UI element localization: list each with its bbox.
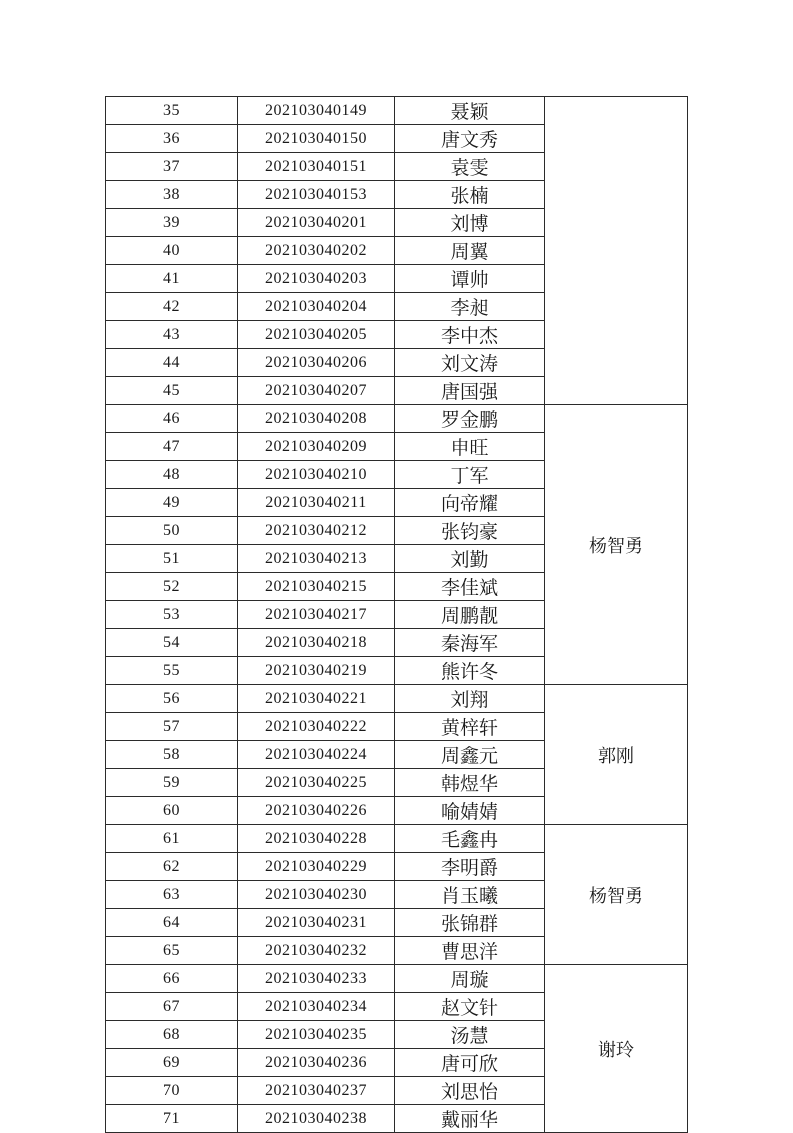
student-name-cell: 刘思怡 <box>395 1077 545 1105</box>
table-row <box>106 97 688 125</box>
student-name-cell: 申旺 <box>395 433 545 461</box>
row-number-cell: 51 <box>106 545 238 573</box>
student-id-cell: 202103040201 <box>238 209 395 237</box>
row-number-cell: 67 <box>106 993 238 1021</box>
student-name-cell: 袁雯 <box>395 153 545 181</box>
row-number-cell: 38 <box>106 181 238 209</box>
student-id-cell: 202103040202 <box>238 237 395 265</box>
row-number-cell: 46 <box>106 405 238 433</box>
row-number-cell: 37 <box>106 153 238 181</box>
student-name-cell: 李明爵 <box>395 853 545 881</box>
row-number-cell: 43 <box>106 321 238 349</box>
student-name-cell: 汤慧 <box>395 1021 545 1049</box>
student-id-cell: 202103040228 <box>238 825 395 853</box>
student-name-cell: 李昶 <box>395 293 545 321</box>
row-number-cell: 54 <box>106 629 238 657</box>
student-id-cell: 202103040213 <box>238 545 395 573</box>
student-name-cell: 唐文秀 <box>395 125 545 153</box>
student-id-cell: 202103040209 <box>238 433 395 461</box>
student-name-cell: 唐可欣 <box>395 1049 545 1077</box>
row-number-cell: 59 <box>106 769 238 797</box>
row-number-cell: 45 <box>106 377 238 405</box>
student-id-cell: 202103040204 <box>238 293 395 321</box>
row-number-cell: 39 <box>106 209 238 237</box>
table-row <box>106 825 688 853</box>
student-name-cell: 刘翔 <box>395 685 545 713</box>
roster-table-body <box>106 97 688 1133</box>
student-name-cell: 向帝耀 <box>395 489 545 517</box>
student-id-cell: 202103040221 <box>238 685 395 713</box>
row-number-cell: 55 <box>106 657 238 685</box>
student-name-cell: 黄梓轩 <box>395 713 545 741</box>
student-id-cell: 202103040215 <box>238 573 395 601</box>
student-id-cell: 202103040218 <box>238 629 395 657</box>
student-id-cell: 202103040149 <box>238 97 395 125</box>
row-number-cell: 71 <box>106 1105 238 1133</box>
row-number-cell: 57 <box>106 713 238 741</box>
student-name-cell: 谭帅 <box>395 265 545 293</box>
row-number-cell: 64 <box>106 909 238 937</box>
supervisor-cell: 谢玲 <box>545 965 688 1133</box>
student-id-cell: 202103040206 <box>238 349 395 377</box>
row-number-cell: 66 <box>106 965 238 993</box>
student-id-cell: 202103040231 <box>238 909 395 937</box>
student-id-cell: 202103040235 <box>238 1021 395 1049</box>
row-number-cell: 63 <box>106 881 238 909</box>
student-id-cell: 202103040210 <box>238 461 395 489</box>
student-id-cell: 202103040219 <box>238 657 395 685</box>
row-number-cell: 44 <box>106 349 238 377</box>
student-id-cell: 202103040238 <box>238 1105 395 1133</box>
student-id-cell: 202103040237 <box>238 1077 395 1105</box>
student-name-cell: 刘博 <box>395 209 545 237</box>
row-number-cell: 35 <box>106 97 238 125</box>
student-id-cell: 202103040236 <box>238 1049 395 1077</box>
student-name-cell: 肖玉曦 <box>395 881 545 909</box>
student-id-cell: 202103040224 <box>238 741 395 769</box>
student-id-cell: 202103040226 <box>238 797 395 825</box>
student-name-cell: 周鹏靓 <box>395 601 545 629</box>
student-name-cell: 喻婧婧 <box>395 797 545 825</box>
student-name-cell: 刘文涛 <box>395 349 545 377</box>
student-id-cell: 202103040212 <box>238 517 395 545</box>
student-id-cell: 202103040217 <box>238 601 395 629</box>
student-id-cell: 202103040153 <box>238 181 395 209</box>
student-name-cell: 聂颖 <box>395 97 545 125</box>
table-row <box>106 405 688 433</box>
row-number-cell: 70 <box>106 1077 238 1105</box>
student-roster-table <box>105 96 688 1133</box>
student-name-cell: 周翼 <box>395 237 545 265</box>
row-number-cell: 61 <box>106 825 238 853</box>
student-name-cell: 熊许冬 <box>395 657 545 685</box>
student-name-cell: 唐国强 <box>395 377 545 405</box>
student-name-cell: 赵文针 <box>395 993 545 1021</box>
row-number-cell: 69 <box>106 1049 238 1077</box>
supervisor-cell <box>545 97 688 405</box>
student-name-cell: 曹思洋 <box>395 937 545 965</box>
student-id-cell: 202103040222 <box>238 713 395 741</box>
supervisor-cell: 杨智勇 <box>545 825 688 965</box>
student-name-cell: 秦海军 <box>395 629 545 657</box>
row-number-cell: 60 <box>106 797 238 825</box>
table-row <box>106 965 688 993</box>
row-number-cell: 56 <box>106 685 238 713</box>
student-name-cell: 李佳斌 <box>395 573 545 601</box>
student-id-cell: 202103040232 <box>238 937 395 965</box>
table-row <box>106 685 688 713</box>
row-number-cell: 58 <box>106 741 238 769</box>
student-id-cell: 202103040203 <box>238 265 395 293</box>
student-id-cell: 202103040208 <box>238 405 395 433</box>
row-number-cell: 53 <box>106 601 238 629</box>
student-id-cell: 202103040225 <box>238 769 395 797</box>
row-number-cell: 48 <box>106 461 238 489</box>
student-id-cell: 202103040207 <box>238 377 395 405</box>
student-name-cell: 韩煜华 <box>395 769 545 797</box>
student-id-cell: 202103040205 <box>238 321 395 349</box>
row-number-cell: 50 <box>106 517 238 545</box>
supervisor-cell: 杨智勇 <box>545 405 688 685</box>
row-number-cell: 36 <box>106 125 238 153</box>
supervisor-cell: 郭刚 <box>545 685 688 825</box>
student-id-cell: 202103040233 <box>238 965 395 993</box>
student-name-cell: 周鑫元 <box>395 741 545 769</box>
row-number-cell: 52 <box>106 573 238 601</box>
student-name-cell: 戴丽华 <box>395 1105 545 1133</box>
row-number-cell: 68 <box>106 1021 238 1049</box>
student-name-cell: 张钧豪 <box>395 517 545 545</box>
student-id-cell: 202103040234 <box>238 993 395 1021</box>
student-name-cell: 张楠 <box>395 181 545 209</box>
student-name-cell: 刘勤 <box>395 545 545 573</box>
student-name-cell: 周璇 <box>395 965 545 993</box>
student-name-cell: 丁军 <box>395 461 545 489</box>
student-id-cell: 202103040211 <box>238 489 395 517</box>
student-id-cell: 202103040230 <box>238 881 395 909</box>
row-number-cell: 49 <box>106 489 238 517</box>
row-number-cell: 47 <box>106 433 238 461</box>
student-name-cell: 李中杰 <box>395 321 545 349</box>
student-name-cell: 毛鑫冉 <box>395 825 545 853</box>
student-id-cell: 202103040229 <box>238 853 395 881</box>
student-id-cell: 202103040151 <box>238 153 395 181</box>
row-number-cell: 62 <box>106 853 238 881</box>
student-id-cell: 202103040150 <box>238 125 395 153</box>
row-number-cell: 65 <box>106 937 238 965</box>
student-name-cell: 罗金鹏 <box>395 405 545 433</box>
student-name-cell: 张锦群 <box>395 909 545 937</box>
row-number-cell: 42 <box>106 293 238 321</box>
row-number-cell: 41 <box>106 265 238 293</box>
row-number-cell: 40 <box>106 237 238 265</box>
